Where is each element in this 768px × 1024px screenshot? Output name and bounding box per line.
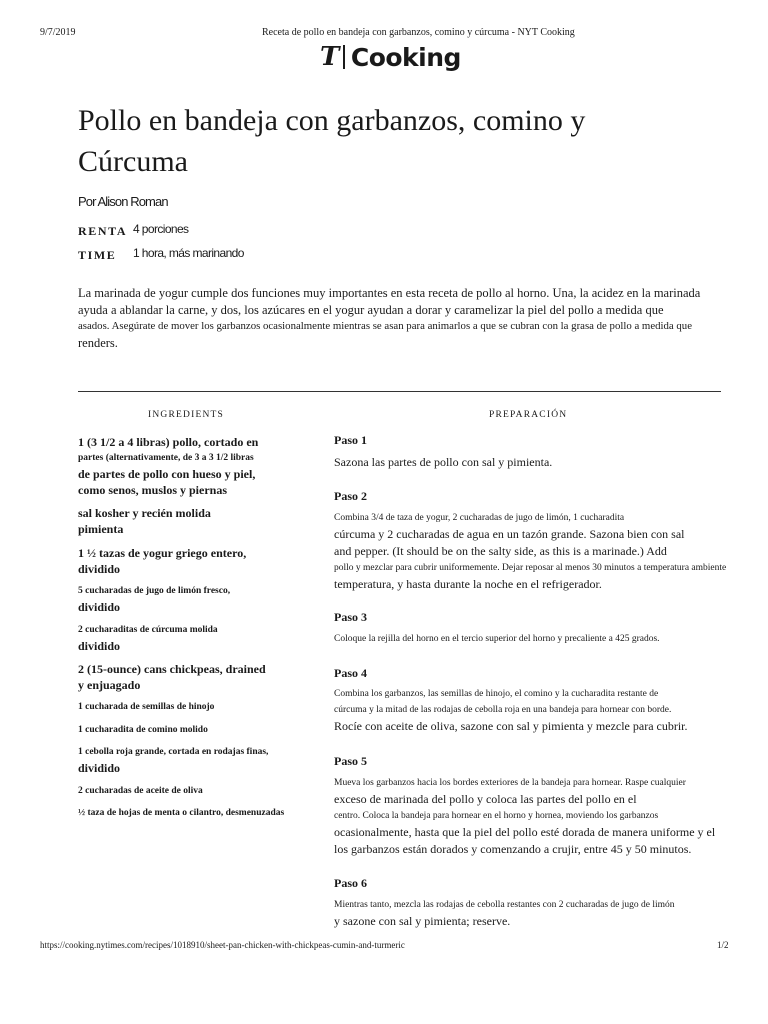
ingredient-line: sal kosher y recién molida <box>78 506 211 520</box>
time-label: TIME <box>78 248 117 262</box>
step-text <box>334 775 754 858</box>
step-line: y sazone con sal y pimienta; reserve. <box>334 914 511 928</box>
step-line: Sazona las partes de pollo con sal y pimienta. <box>334 455 553 469</box>
step-line: Rocíe con aceite de oliva, sazone con sal y pimienta y mezcle para cubrir. <box>334 719 688 733</box>
ingredient-line: 1 cucharadita de comino molido <box>78 725 208 735</box>
ingredient-line: partes (alternativamente, de 3 a 3 1/2 libras <box>78 453 254 463</box>
section-divider <box>78 391 721 392</box>
page-number: 1/2 <box>717 940 729 950</box>
step-line: centro. Coloca la bandeja para hornear en el horno y hornea, moviendo los garbanzos <box>334 811 659 821</box>
step-line: ocasionalmente, hasta que la piel del pollo esté dorada de manera uniforme y el <box>334 825 716 839</box>
recipe-title <box>78 100 638 182</box>
preparation-heading: PREPARACIÓN <box>489 410 568 420</box>
step-label: Paso 6 <box>334 876 367 890</box>
intro-line: asados. Asegúrate de mover los garbanzos ocasionalmente mientras se asan para animarlos a que se cubran con la grasa de pollo a medida que <box>78 320 692 332</box>
step-text <box>334 454 754 471</box>
intro-line: ayuda a ablandar la carne, y dos, los azúcares en el yogur ayudan a dorar y caramelizar la piel del pollo a medida que <box>78 302 664 317</box>
ingredients-heading: INGREDIENTS <box>148 410 224 420</box>
recipe-title-line: Cúrcuma <box>78 145 188 178</box>
step-text <box>334 897 754 930</box>
ingredient-line: ½ taza de hojas de menta o cilantro, desmenuzadas <box>78 808 285 818</box>
ingredient-line: dividido <box>78 562 121 576</box>
intro-line: La marinada de yogur cumple dos funciones muy importantes en esta receta de pollo al horno. Una, la acidez en la marinada <box>78 286 701 300</box>
step-line: Combina los garbanzos, las semillas de hinojo, el comino y la cucharadita restante de <box>334 689 659 699</box>
step-text <box>334 631 754 647</box>
intro-line: renders. <box>78 335 118 350</box>
step-label: Paso 3 <box>334 610 367 624</box>
ingredient-item <box>78 722 293 738</box>
print-date: 9/7/2019 <box>40 27 76 38</box>
step-line: Mientras tanto, mezcla las rodajas de cebolla restantes con 2 cucharadas de jugo de limón <box>334 900 675 910</box>
step-line: Mueva los garbanzos hacia los bordes exteriores de la bandeja para hornear. Raspe cualquier <box>334 778 686 788</box>
ingredient-line: dividido <box>78 600 121 614</box>
step-line: temperatura, y hasta durante la noche en el refrigerador. <box>334 577 602 591</box>
ingredient-line: 1 (3 1/2 a 4 libras) pollo, cortado en <box>78 435 259 449</box>
logo-wordmark: Cooking <box>350 42 461 72</box>
step-text <box>334 510 754 593</box>
time-value: 1 hora, más marinando <box>133 246 244 260</box>
ingredient-line: dividido <box>78 761 121 775</box>
ingredient-item <box>78 744 293 776</box>
ingredient-line: pimienta <box>78 522 124 536</box>
step-text <box>334 686 754 735</box>
nyt-t-logo-icon: T <box>320 42 340 72</box>
ingredient-line: dividido <box>78 639 121 653</box>
step-line: Coloque la rejilla del horno en el tercio superior del horno y precaliente a 425 grados. <box>334 634 660 644</box>
recipe-author[interactable]: Por Alison Roman <box>78 194 168 209</box>
ingredient-line: 1 cucharada de semillas de hinojo <box>78 702 215 712</box>
ingredient-line: 2 cucharaditas de cúrcuma molida <box>78 625 218 635</box>
step-line: exceso de marinada del pollo y coloca las partes del pollo en el <box>334 792 637 806</box>
step-line: pollo y mezclar para cubrir uniformemente. Dejar reposar al menos 30 minutos a temperatura ambiente <box>334 563 727 573</box>
ingredient-item <box>78 661 293 693</box>
step-label: Paso 5 <box>334 754 367 768</box>
logo-divider <box>343 45 345 69</box>
yield-label: RENTA <box>78 224 128 238</box>
step-line: cúrcuma y 2 cucharadas de agua en un tazón grande. Sazona bien con sal <box>334 527 685 541</box>
ingredient-item <box>78 783 293 799</box>
ingredient-line: 5 cucharadas de jugo de limón fresco, <box>78 586 231 596</box>
ingredient-line: 1 ½ tazas de yogur griego entero, <box>78 546 247 560</box>
ingredient-line: de partes de pollo con hueso y piel, <box>78 467 256 481</box>
ingredient-item <box>78 583 293 615</box>
ingredient-item <box>78 545 293 577</box>
ingredient-line: 1 cebolla roja grande, cortada en rodajas finas, <box>78 747 269 757</box>
step-line: and pepper. (It should be on the salty side, as this is a marinade.) Add <box>334 544 667 558</box>
ingredient-line: y enjuagado <box>78 678 141 692</box>
yield-value: 4 porciones <box>133 222 189 236</box>
step-line: los garbanzos están dorados y comenzando a crujir, entre 45 y 50 minutos. <box>334 842 692 856</box>
ingredient-line: como senos, muslos y piernas <box>78 483 228 497</box>
recipe-intro <box>78 285 768 351</box>
ingredient-item <box>78 434 293 498</box>
recipe-title-line: Pollo en bandeja con garbanzos, comino y <box>78 104 586 137</box>
ingredient-line: 2 (15-ounce) cans chickpeas, drained <box>78 662 266 676</box>
step-line: cúrcuma y la mitad de las rodajas de cebolla roja en una bandeja para hornear con borde. <box>334 705 672 715</box>
step-label: Paso 2 <box>334 489 367 503</box>
ingredient-item <box>78 699 293 715</box>
ingredient-item <box>78 622 293 654</box>
step-label: Paso 4 <box>334 666 367 680</box>
step-label: Paso 1 <box>334 433 367 447</box>
step-line: Combina 3/4 de taza de yogur, 2 cucharadas de jugo de limón, 1 cucharadita <box>334 513 625 523</box>
nyt-cooking-logo[interactable] <box>320 40 490 74</box>
ingredient-item <box>78 505 293 537</box>
page-url[interactable]: https://cooking.nytimes.com/recipes/1018910/sheet-pan-chicken-with-chickpeas-cumin-and-turmeric <box>40 940 405 950</box>
ingredient-line: 2 cucharadas de aceite de oliva <box>78 786 203 796</box>
document-title: Receta de pollo en bandeja con garbanzos, comino y cúrcuma - NYT Cooking <box>262 27 575 38</box>
ingredient-item <box>78 805 293 821</box>
